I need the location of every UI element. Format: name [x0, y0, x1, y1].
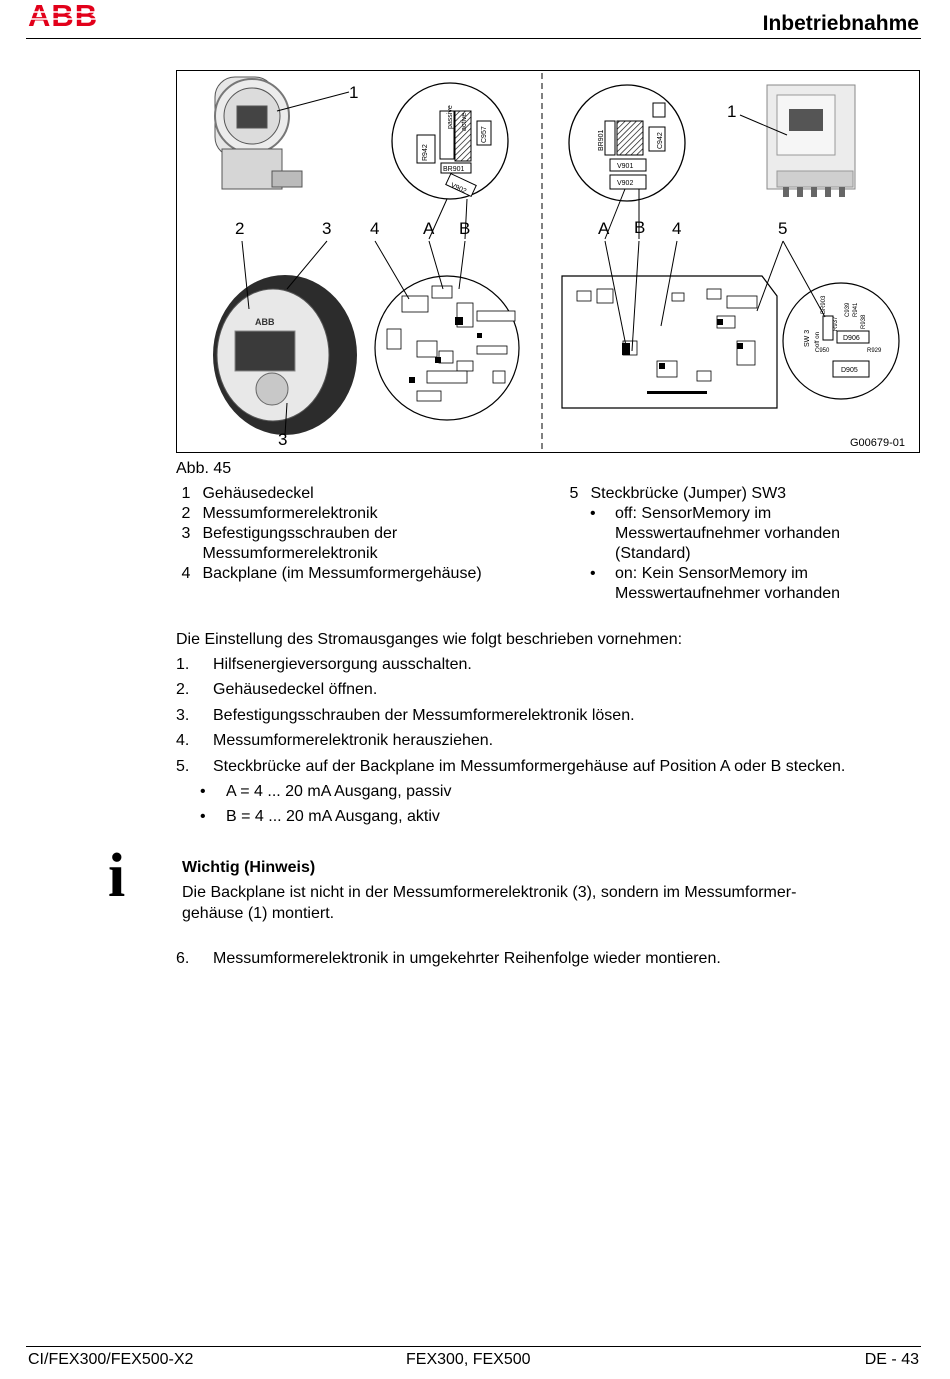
callout-1-right: 1 — [727, 102, 737, 121]
intro-text: Die Einstellung des Stromausganges wie folgt beschrieben vornehmen: — [176, 631, 683, 648]
legend-item — [562, 484, 892, 504]
callout-a-right: A — [598, 219, 610, 238]
step-text: Messumformerelektronik in umgekehrter Reihenfolge wieder montieren. — [213, 950, 721, 967]
legend-bullet — [590, 504, 892, 524]
step-number: 3. — [176, 707, 190, 724]
legend-text: Gehäusedeckel — [202, 485, 314, 502]
label-br901-left: BR901 — [443, 166, 465, 173]
housing-photo-right — [767, 85, 855, 197]
legend-bullet-text: off: SensorMemory im — [615, 505, 772, 522]
legend-bullet — [590, 564, 892, 584]
legend-left — [174, 484, 544, 584]
legend-bullet-cont: Messwertaufnehmer vorhanden — [615, 525, 841, 542]
label-br901-right: BR901 — [598, 129, 605, 151]
step-text: Befestigungsschrauben der Messumformerelektronik lösen. — [213, 707, 635, 724]
step-number: 4. — [176, 732, 190, 749]
label-passive: passive — [447, 105, 454, 129]
footer-page-number: DE - 43 — [864, 1351, 919, 1368]
step-text: Steckbrücke auf der Backplane im Messumformergehäuse auf Position A oder B stecken. — [213, 758, 846, 775]
figure-code: G00679-01 — [849, 437, 905, 449]
legend-bullet-cont: (Standard) — [615, 545, 691, 562]
label-v901: V901 — [617, 163, 634, 170]
legend-text: Messumformerelektronik — [202, 505, 378, 522]
label-r942: R942 — [422, 144, 429, 161]
sub-bullet-text: B = 4 ... 20 mA Ausgang, aktiv — [226, 808, 440, 825]
electronics-module — [213, 275, 357, 435]
legend-text: Backplane (im Messumformergehäuse) — [202, 565, 482, 582]
bullet-icon: • — [200, 808, 206, 825]
abb-logo — [28, 0, 106, 30]
step-text: Hilfsenergieversorgung ausschalten. — [213, 656, 472, 673]
label-active: active — [461, 112, 468, 131]
figure-illustration — [177, 71, 921, 454]
legend-item — [174, 484, 544, 504]
footer-rule — [26, 1346, 921, 1347]
sub-bullet-text: A = 4 ... 20 mA Ausgang, passiv — [226, 783, 452, 800]
label-r937: R937 — [833, 316, 839, 331]
note-text-line2: gehäuse (1) montiert. — [182, 905, 335, 922]
label-c942: C942 — [657, 132, 664, 149]
footer-product: FEX300, FEX500 — [406, 1351, 531, 1368]
legend-num: 3 — [181, 525, 191, 542]
step-number: 5. — [176, 758, 190, 775]
callout-4-left: 4 — [370, 219, 380, 238]
legend-item — [174, 544, 544, 564]
legend-bullet-cont: Messwertaufnehmer vorhanden — [615, 585, 841, 602]
legend-text: Befestigungsschrauben der — [202, 525, 398, 542]
legend-bullet-block — [562, 504, 892, 604]
figure-caption: Abb. 45 — [176, 460, 232, 477]
step-number: 2. — [176, 681, 190, 698]
figure-45 — [176, 70, 920, 453]
legend-num: 5 — [569, 485, 579, 502]
info-icon: i — [108, 842, 126, 910]
legend-item — [174, 504, 544, 524]
label-abb-lid: ABB — [255, 317, 275, 327]
label-br903: BR903 — [821, 295, 827, 314]
label-sw3: SW 3 — [804, 329, 811, 347]
bullet-icon: • — [590, 505, 596, 522]
label-v902-left: V902 — [449, 182, 468, 196]
label-r941: R941 — [853, 302, 859, 317]
legend-right — [562, 484, 892, 604]
callout-3-bottom: 3 — [278, 430, 288, 449]
legend-num: 2 — [181, 505, 191, 522]
label-offon: off on — [815, 332, 821, 347]
sw3-detail-circle — [783, 283, 899, 399]
rect-backplane — [562, 276, 777, 408]
svg-text:ABB: ABB — [28, 0, 99, 30]
bullet-icon: • — [200, 783, 206, 800]
legend-num: 1 — [181, 485, 191, 502]
bullet-icon: • — [590, 565, 596, 582]
step-number: 6. — [176, 950, 190, 967]
legend-item — [174, 564, 544, 584]
label-d906: D906 — [843, 335, 860, 342]
header-rule — [26, 38, 921, 39]
legend-bullet-text: on: Kein SensorMemory im — [615, 565, 808, 582]
footer-doc-id: CI/FEX300/FEX500-X2 — [28, 1351, 194, 1368]
callout-1-left: 1 — [349, 83, 359, 102]
label-r938: R938 — [861, 314, 867, 329]
callout-b-left: B — [459, 219, 471, 238]
legend-text: Messumformerelektronik — [202, 545, 378, 562]
step-text: Gehäusedeckel öffnen. — [213, 681, 378, 698]
detail-circle-left — [392, 83, 508, 199]
note-title: Wichtig (Hinweis) — [182, 859, 316, 876]
section-title: Inbetriebnahme — [762, 12, 919, 35]
callout-b-right: B — [634, 218, 646, 237]
note-text-line1: Die Backplane ist nicht in der Messumformerelektronik (3), sondern im Messumformer- — [182, 884, 797, 901]
callout-2: 2 — [235, 219, 245, 238]
label-c939: C939 — [845, 302, 851, 317]
detail-circle-right — [569, 85, 685, 201]
label-c950: C950 — [815, 348, 830, 354]
label-v902-right: V902 — [617, 180, 634, 187]
step-number: 1. — [176, 656, 190, 673]
label-c957: C957 — [481, 126, 488, 143]
callout-4-right: 4 — [672, 219, 682, 238]
legend-text: Steckbrücke (Jumper) SW3 — [590, 485, 787, 502]
round-backplane — [375, 276, 519, 420]
callout-3-top: 3 — [322, 219, 332, 238]
step-text: Messumformerelektronik herausziehen. — [213, 732, 494, 749]
callout-5: 5 — [778, 219, 788, 238]
housing-photo-left — [215, 77, 302, 189]
callout-a-left: A — [423, 219, 435, 238]
legend-item — [174, 524, 544, 544]
label-d905: D905 — [841, 367, 858, 374]
label-r929: R929 — [867, 348, 882, 354]
legend-num: 4 — [181, 565, 191, 582]
